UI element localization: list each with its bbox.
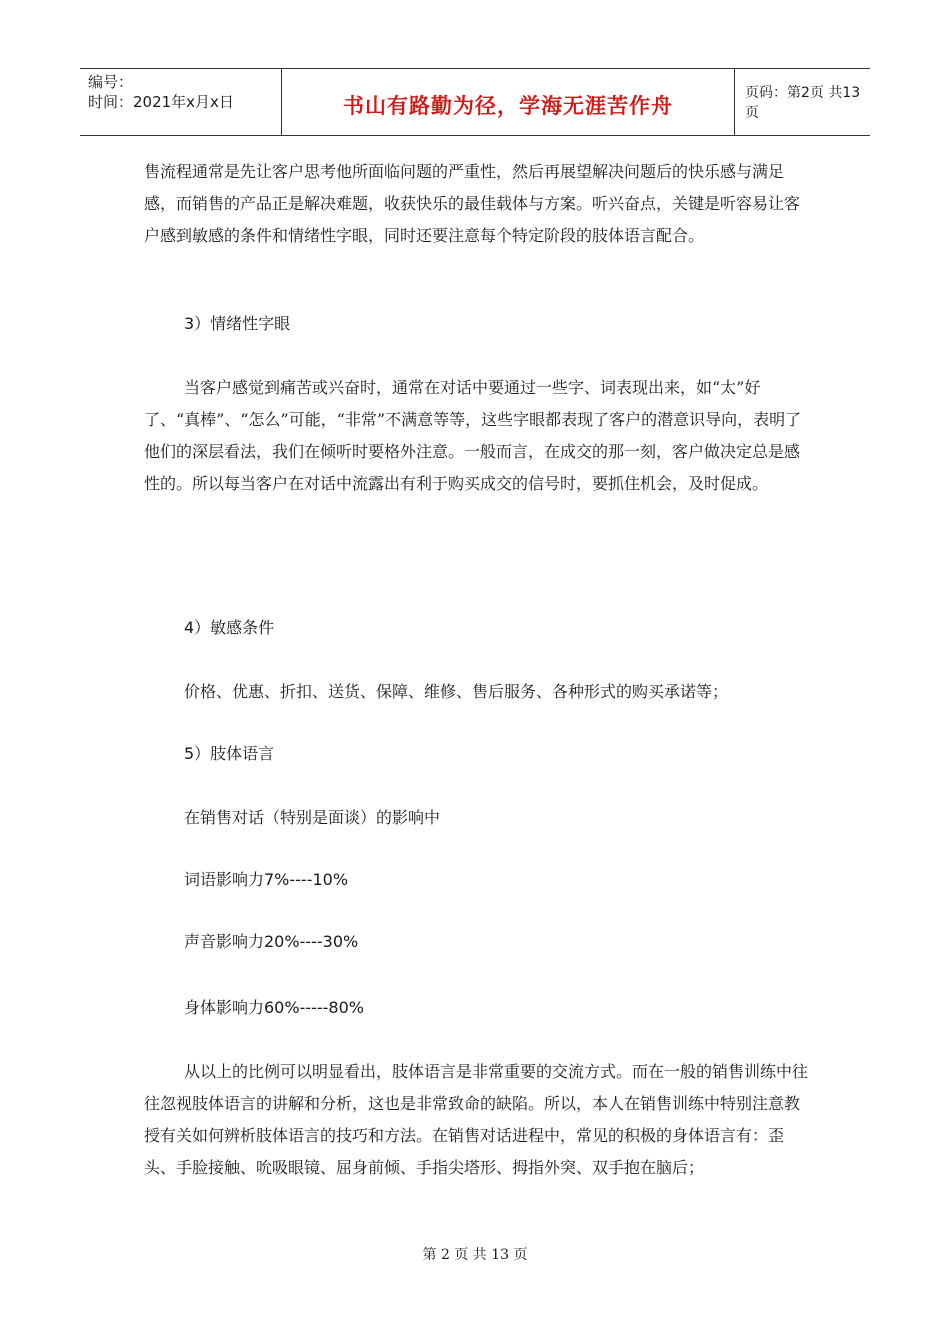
- paragraph: 售流程通常是先让客户思考他所面临问题的严重性，然后再展望解决问题后的快乐感与满足感，而销售的产品正是解决难题，收获快乐的最佳载体与方案。听兴奋点，关键是听容易让客户感到敏感的条件和情绪性字眼，同时还要注意每个特定阶段的肢体语言配合。: [144, 162, 801, 245]
- text-line: 身体影响力60%-----80%: [184, 998, 364, 1017]
- section-heading: 3）情绪性字眼: [184, 314, 291, 333]
- text-line: 在销售对话（特别是面谈）的影响中: [184, 808, 441, 827]
- paragraph: 当客户感觉到痛苦或兴奋时，通常在对话中要通过一些字、词表现出来，如“太”好了、“真棒”、“怎么”可能，“非常”不满意等等，这些字眼都表现了客户的潜意识导向，表明了他们的深层看法，我们在倾听时要格外注意。一般而言，在成交的那一刻，客户做决定总是感性的。所以每当客户在对话中流露出有利于购买成交的信号时，要抓住机会，及时促成。: [144, 378, 802, 493]
- date-label: 时间：2021年x月x日: [88, 93, 234, 111]
- motto: 书山有路勤为径，学海无涯苦作舟: [343, 94, 673, 118]
- header-motto-cell: [282, 69, 735, 135]
- page-label: 页码：第2页 共13页: [745, 85, 861, 121]
- serial-label: 编号：: [88, 73, 134, 91]
- paragraph: 从以上的比例可以明显看出，肢体语言是非常重要的交流方式。而在一般的销售训练中往往忽视肢体语言的讲解和分析，这也是非常致命的缺陷。所以，本人在销售训练中特别注意教授有关如何辨析肢体语言的技巧和方法。在销售对话进程中，常见的积极的身体语言有：歪头、手脸接触、吮吸眼镜、屈身前倾、手指尖塔形、拇指外突、双手抱在脑后；: [144, 1062, 809, 1177]
- header-page-cell: [735, 69, 870, 135]
- section-heading: 4）敏感条件: [184, 618, 275, 637]
- header-meta: [80, 69, 282, 135]
- document-header: [80, 68, 870, 136]
- page-footer: 第 2 页 共 13 页: [422, 1247, 528, 1263]
- text-line: 词语影响力7%----10%: [184, 870, 349, 889]
- paragraph: 价格、优惠、折扣、送货、保障、维修、售后服务、各种形式的购买承诺等；: [184, 682, 729, 701]
- text-line: 声音影响力20%----30%: [184, 932, 359, 951]
- section-heading: 5）肢体语言: [184, 744, 275, 763]
